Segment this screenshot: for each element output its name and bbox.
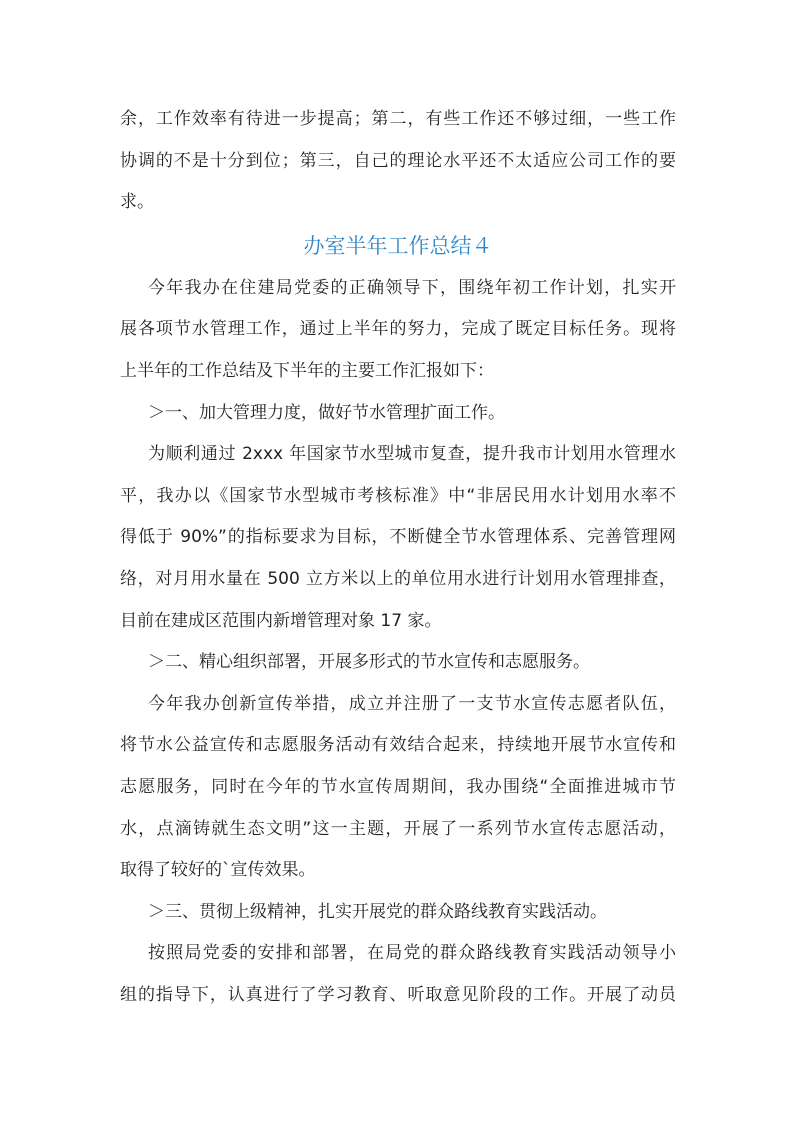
- subheading-line: ＞一、加大管理力度，做好节水管理扩面工作。: [148, 402, 505, 423]
- paragraph-line: 求。: [120, 192, 154, 213]
- paragraph-line: 余，工作效率有待进一步提高；第二，有些工作还不够过细，一些工作: [120, 109, 676, 129]
- subheading-line: ＞三、贯彻上级精神，扎实开展党的群众路线教育实践活动。: [148, 901, 607, 922]
- document-page: [120, 99, 676, 1016]
- paragraph-line: 按照局党委的安排和部署，在局党的群众路线教育实践活动领导小: [148, 943, 676, 964]
- paragraph-line: 今年我办在住建局党委的正确领导下，围绕年初工作计划，扎实开: [148, 277, 676, 298]
- paragraph-line: 取得了较好的`宣传效果。: [120, 860, 316, 881]
- paragraph-line: 水，点滴铸就生态文明”这一主题，开展了一系列节水宣传志愿活动，: [120, 818, 676, 839]
- paragraph-line: 协调的不是十分到位；第三，自己的理论水平还不太适应公司工作的要: [120, 150, 676, 171]
- paragraph-line: 展各项节水管理工作，通过上半年的努力，完成了既定目标任务。现将: [120, 319, 676, 340]
- paragraph-line: 得低于 90%”的指标要求为目标，不断健全节水管理体系、完善管理网: [120, 527, 676, 548]
- paragraph-line: 目前在建成区范围内新增管理对象 17 家。: [120, 610, 442, 631]
- paragraph-line: 将节水公益宣传和志愿服务活动有效结合起来，持续地开展节水宣传和: [120, 735, 676, 756]
- paragraph-line: 平，我办以《国家节水型城市考核标准》中“非居民用水计划用水率不: [120, 485, 676, 506]
- section-title: 办室半年工作总结４: [303, 233, 493, 258]
- paragraph-line: 上半年的工作总结及下半年的主要工作汇报如下：: [120, 360, 494, 381]
- paragraph-line: 志愿服务，同时在今年的节水宣传周期间，我办围绕“全面推进城市节: [120, 776, 676, 797]
- paragraph-line: 为顺利通过 2xxx 年国家节水型城市复查，提升我市计划用水管理水: [148, 444, 676, 465]
- paragraph-line: 今年我办创新宣传举措，成立并注册了一支节水宣传志愿者队伍，: [148, 693, 676, 714]
- paragraph-line: 组的指导下，认真进行了学习教育、听取意见阶段的工作。开展了动员: [120, 984, 676, 1005]
- paragraph-line: 络，对月用水量在 500 立方米以上的单位用水进行计划用水管理排查，: [120, 568, 676, 589]
- subheading-line: ＞二、精心组织部署，开展多形式的节水宣传和志愿服务。: [148, 652, 590, 673]
